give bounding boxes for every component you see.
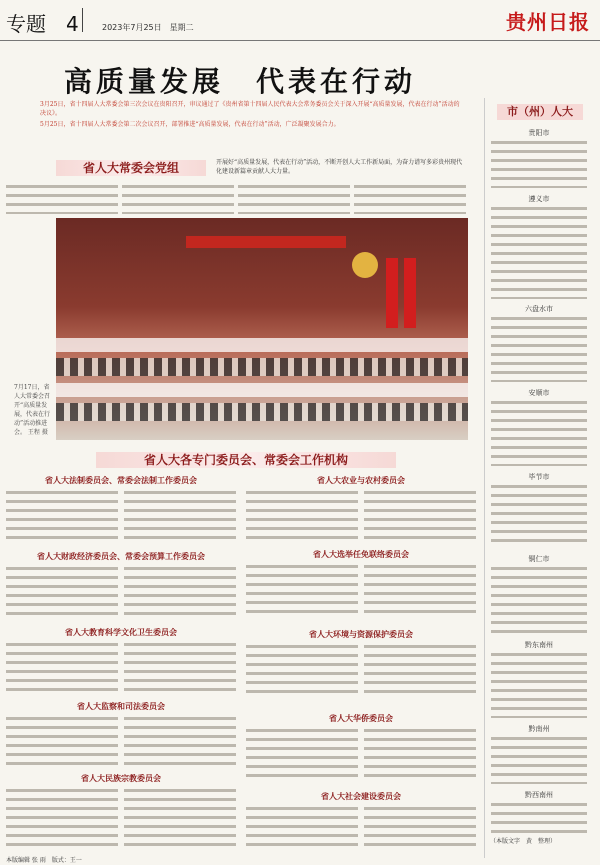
flag-icon [386, 258, 398, 328]
sidebar-cities [484, 98, 593, 858]
table-row-shape [56, 338, 468, 352]
page-footer: 本版编辑 张 雨 版式：王一 [6, 857, 82, 864]
page-header [0, 0, 600, 41]
article-column [246, 726, 358, 780]
article-column [122, 182, 234, 214]
article-column [491, 138, 587, 188]
city-heading: 六盘水市 [525, 305, 553, 313]
issue-date: 2023年7月25日 星期二 [102, 23, 194, 32]
photo-banner [186, 236, 346, 248]
article-column [491, 650, 587, 718]
article-column [6, 640, 118, 694]
national-emblem-icon [352, 252, 378, 278]
article-column [491, 398, 587, 466]
city-heading: 贵阳市 [528, 129, 550, 137]
committee-heading: 省人大民族宗教委员会 [81, 773, 161, 783]
article-column [124, 786, 236, 848]
article-column [491, 482, 587, 548]
header-divider [82, 8, 83, 32]
intro-paragraph: 5月25日，省十四届人大常委会第二次会议召开，部署推进“高质量发展，代表在行动”活动，广泛凝聚发展合力。 [40, 121, 340, 128]
committee-heading: 省人大环境与资源保护委员会 [309, 629, 413, 639]
article-column [124, 488, 236, 542]
article-column [364, 804, 476, 848]
sidebar-credit: （本版文字 黄 整理） [490, 838, 557, 845]
article-column [491, 800, 587, 834]
committee-heading: 省人大教育科学文化卫生委员会 [65, 627, 177, 637]
meeting-photo [56, 218, 468, 440]
city-heading: 遵义市 [528, 195, 550, 203]
committee-heading: 省人大农业与农村委员会 [317, 475, 405, 485]
article-column [6, 714, 118, 768]
article-column [364, 488, 476, 542]
article-column [364, 726, 476, 780]
article-column [246, 642, 358, 696]
article-column [124, 714, 236, 768]
committee-heading: 省人大华侨委员会 [329, 713, 393, 723]
article-column [246, 804, 358, 848]
newspaper-brand: 贵州日报 [506, 10, 590, 34]
city-heading: 黔东南州 [525, 641, 553, 649]
sidebar-title: 市（州）人大 [497, 104, 583, 120]
photo-caption: 7月17日，省人大常委会召开“高质量发展，代表在行动”活动推进会。 王程 摄 [14, 384, 51, 436]
section-label: 专题 4 [6, 12, 79, 36]
article-column [246, 488, 358, 542]
article-column [364, 562, 476, 616]
article-column [6, 182, 118, 214]
committee-heading: 省人大财政经济委员会、常委会预算工作委员会 [37, 551, 205, 561]
article-column [491, 564, 587, 634]
article-column [364, 642, 476, 696]
attendees-shape [56, 403, 468, 421]
section-bar-committees: 省人大各专门委员会、常委会工作机构 [96, 452, 396, 468]
city-heading: 黔南州 [528, 725, 550, 733]
intro-paragraph: 3月25日，省十四届人大常委会第三次会议在贵阳召开，审议通过了《贵州省第十四届人民代表大会常务委员会关于深入开展“高质量发展，代表在行动”活动的决议》。 [40, 101, 460, 117]
article-column [354, 182, 466, 214]
section-bar-subtitle: 开展好“高质量发展，代表在行动”活动，不断开创人大工作新局面，为奋力谱写多彩贵州现代化建设新篇章贡献人大力量。 [216, 159, 463, 175]
article-column [491, 314, 587, 382]
article-column [6, 786, 118, 848]
table-row-shape [56, 383, 468, 397]
article-column [6, 564, 118, 618]
article-column [491, 204, 587, 299]
committee-heading: 省人大法制委员会、常委会法制工作委员会 [45, 475, 197, 485]
article-column [246, 562, 358, 616]
intro-text [40, 100, 460, 131]
city-heading: 铜仁市 [528, 555, 550, 563]
flag-icon [404, 258, 416, 328]
article-column [124, 640, 236, 694]
committee-heading: 省人大社会建设委员会 [321, 791, 401, 801]
article-column [491, 734, 587, 784]
article-column [238, 182, 350, 214]
city-heading: 安顺市 [528, 389, 550, 397]
article-column [124, 564, 236, 618]
committee-heading: 省人大监察和司法委员会 [77, 701, 165, 711]
city-heading: 毕节市 [528, 473, 550, 481]
attendees-shape [56, 358, 468, 376]
article-column [6, 488, 118, 542]
city-heading: 黔西南州 [525, 791, 553, 799]
committee-heading: 省人大选举任免联络委员会 [313, 549, 409, 559]
section-bar-party-group: 省人大常委会党组 [56, 160, 206, 176]
page-title: 高质量发展 代表在行动 [63, 65, 416, 98]
